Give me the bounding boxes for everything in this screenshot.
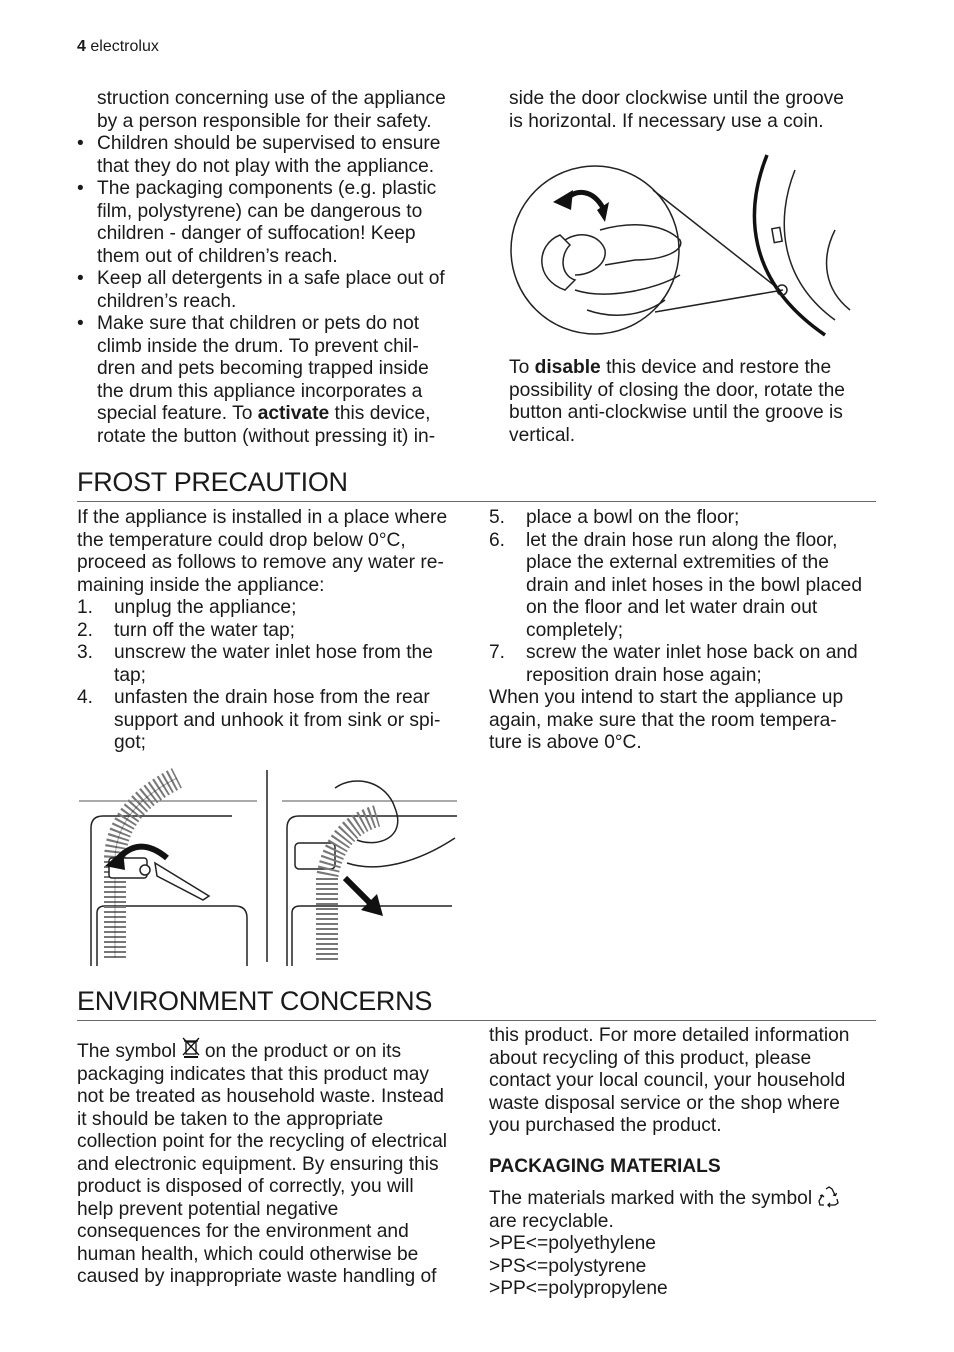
text-line: >PE<=polyethylene xyxy=(489,1233,656,1254)
text-line: Children should be supervised to ensure xyxy=(97,133,441,154)
text-line: it should be taken to the appropriate xyxy=(77,1108,384,1130)
step-number: 3. xyxy=(77,642,94,663)
appliance-back-right xyxy=(287,816,457,966)
bold-term: activate xyxy=(257,403,330,424)
disable-paragraph xyxy=(509,357,889,447)
bullet-icon: • xyxy=(77,268,84,289)
step-number: 6. xyxy=(489,529,506,551)
list-item xyxy=(77,178,472,268)
door-slot xyxy=(772,227,782,242)
text-line xyxy=(489,1186,884,1211)
bullet-icon: • xyxy=(77,133,84,154)
text-line: maining inside the appliance: xyxy=(77,574,325,596)
text-line: and electronic equipment. By ensuring this xyxy=(77,1153,439,1175)
text-line: is horizontal. If necessary use a coin. xyxy=(509,110,824,132)
list-item xyxy=(489,507,884,530)
text-line: support and unhook it from sink or spi- xyxy=(114,709,441,731)
step-number: 4. xyxy=(77,687,94,708)
text-line: collection point for the recycling of electrical xyxy=(77,1131,448,1152)
text-run: The symbol xyxy=(77,1041,182,1062)
text-line: packaging indicates that this product may xyxy=(77,1063,429,1085)
environment-left-column xyxy=(77,1036,472,1289)
list-item xyxy=(77,88,472,133)
text-line: children’s reach. xyxy=(97,290,237,312)
list-item xyxy=(489,530,884,643)
packaging-paragraph xyxy=(489,1186,884,1301)
text-line: the temperature could drop below 0°C, xyxy=(77,529,406,551)
text-run: The materials marked with the symbol xyxy=(489,1188,818,1209)
text-line xyxy=(77,1036,472,1064)
section-divider xyxy=(77,1020,876,1021)
step-number: 7. xyxy=(489,642,506,663)
text-line: side the door clockwise until the groove xyxy=(509,88,844,109)
bold-term: disable xyxy=(534,357,601,378)
callout-line-top xyxy=(653,190,780,290)
text-line: When you intend to start the appliance up xyxy=(489,687,844,708)
text-run: special feature. To xyxy=(97,403,258,424)
text-line: waste disposal service or the shop where xyxy=(489,1092,840,1114)
text-line: got; xyxy=(114,732,147,753)
text-line: by a person responsible for their safety. xyxy=(97,110,432,132)
text-run: this device and restore the xyxy=(600,357,832,378)
text-line: them out of children’s reach. xyxy=(97,245,338,267)
crossed-bin-icon xyxy=(182,1036,200,1058)
list-item xyxy=(77,642,472,687)
door-curve xyxy=(827,230,850,310)
section-divider xyxy=(77,501,876,502)
wrench-icon xyxy=(155,863,209,900)
text-line: rotate the button (without pressing it) in- xyxy=(97,425,436,447)
text-line: you purchased the product. xyxy=(489,1115,722,1136)
text-line: climb inside the drum. To prevent chil- xyxy=(97,335,419,357)
list-item xyxy=(489,642,884,687)
text-line: human health, which could otherwise be xyxy=(77,1243,419,1265)
text-line: button anti-clockwise until the groove is xyxy=(509,402,843,423)
text-line: >PS<=polystyrene xyxy=(489,1255,647,1277)
text-line: Make sure that children or pets do not xyxy=(97,313,420,334)
frost-heading: FROST PRECAUTION xyxy=(77,467,348,497)
text-line: film, polystyrene) can be dangerous to xyxy=(97,200,423,222)
hand-outline xyxy=(335,781,398,843)
text-line xyxy=(97,403,472,426)
door-inner-edge xyxy=(784,170,835,320)
brand-name: electrolux xyxy=(90,38,159,55)
text-line: this product. For more detailed information xyxy=(489,1025,850,1046)
button-face xyxy=(565,235,605,275)
text-line: on the floor and let water drain out xyxy=(526,597,818,618)
recycle-icon xyxy=(817,1186,841,1208)
rotate-arrow-head-left xyxy=(553,190,573,210)
list-item xyxy=(77,687,472,755)
hand-lower xyxy=(587,300,665,315)
text-line: unplug the appliance; xyxy=(114,597,297,618)
text-line: product is disposed of correctly, you will xyxy=(77,1176,414,1197)
text-line: completely; xyxy=(526,619,624,641)
button-body xyxy=(542,235,575,290)
text-line: proceed as follows to remove any water re- xyxy=(77,552,444,573)
list-item xyxy=(77,133,472,178)
bullet-icon: • xyxy=(77,313,84,334)
list-item xyxy=(77,620,472,643)
text-line: the drum this appliance incorporates a xyxy=(97,380,423,402)
frost-left-column xyxy=(77,507,472,755)
frost-right-column xyxy=(489,507,884,755)
page-number: 4 xyxy=(77,38,86,55)
text-line: possibility of closing the door, rotate the xyxy=(509,379,845,401)
text-run: on the product or on its xyxy=(199,1041,402,1062)
text-run: this device, xyxy=(329,403,431,424)
text-line: dren and pets becoming trapped inside xyxy=(97,358,429,379)
text-line: place the external extremities of the xyxy=(526,552,829,573)
text-line: children - danger of suffocation! Keep xyxy=(97,223,416,244)
child-lock-illustration xyxy=(505,150,875,350)
text-line: contact your local council, your household xyxy=(489,1070,846,1091)
finger-outline xyxy=(600,225,681,265)
text-line: place a bowl on the floor; xyxy=(526,507,740,528)
text-line: consequences for the environment and xyxy=(77,1221,409,1242)
step-number: 1. xyxy=(77,597,94,618)
text-line: Keep all detergents in a safe place out of xyxy=(97,268,445,289)
bullet-icon: • xyxy=(77,178,84,199)
text-line: reposition drain hose again; xyxy=(526,664,762,686)
text-line: are recyclable. xyxy=(489,1210,614,1232)
text-line: not be treated as household waste. Instead xyxy=(77,1086,444,1107)
text-line: about recycling of this product, please xyxy=(489,1047,812,1069)
text-run: To xyxy=(509,357,535,378)
list-item xyxy=(77,597,472,620)
text-line: struction concerning use of the appliance xyxy=(97,88,446,109)
environment-heading: ENVIRONMENT CONCERNS xyxy=(77,986,433,1016)
text-line: drain and inlet hoses in the bowl placed xyxy=(526,574,863,596)
text-line: let the drain hose run along the floor, xyxy=(526,529,838,551)
hand-outline xyxy=(575,275,680,294)
text-line: unscrew the water inlet hose from the xyxy=(114,642,433,663)
list-item xyxy=(77,313,472,448)
page-header xyxy=(77,37,159,57)
text-line: caused by inappropriate waste handling of xyxy=(77,1266,437,1287)
text-line: screw the water inlet hose back on and xyxy=(526,642,858,663)
clip-screw xyxy=(140,865,150,875)
text-line: The packaging components (e.g. plastic xyxy=(97,178,437,199)
text-line: vertical. xyxy=(509,424,576,446)
list-item xyxy=(77,268,472,313)
step-number: 5. xyxy=(489,507,506,528)
step-number: 2. xyxy=(77,619,94,641)
environment-right-column xyxy=(489,1025,884,1138)
text-line: If the appliance is installed in a place where xyxy=(77,507,448,528)
text-line: that they do not play with the appliance. xyxy=(97,155,435,177)
text-line xyxy=(509,357,889,380)
text-line: help prevent potential negative xyxy=(77,1198,339,1220)
safety-right-top xyxy=(509,88,889,133)
text-line: >PP<=polypropylene xyxy=(489,1278,668,1299)
packaging-heading: PACKAGING MATERIALS xyxy=(489,1156,721,1177)
text-line: tap; xyxy=(114,664,147,686)
text-line: turn off the water tap; xyxy=(114,619,295,641)
text-line: unfasten the drain hose from the rear xyxy=(114,687,430,708)
text-line: ture is above 0°C. xyxy=(489,732,642,753)
drain-hose-illustration xyxy=(77,768,457,966)
door-edge xyxy=(754,155,825,335)
callout-line-bottom xyxy=(655,290,783,312)
safety-left-column xyxy=(77,88,472,448)
text-line: again, make sure that the room tempera- xyxy=(489,709,837,731)
